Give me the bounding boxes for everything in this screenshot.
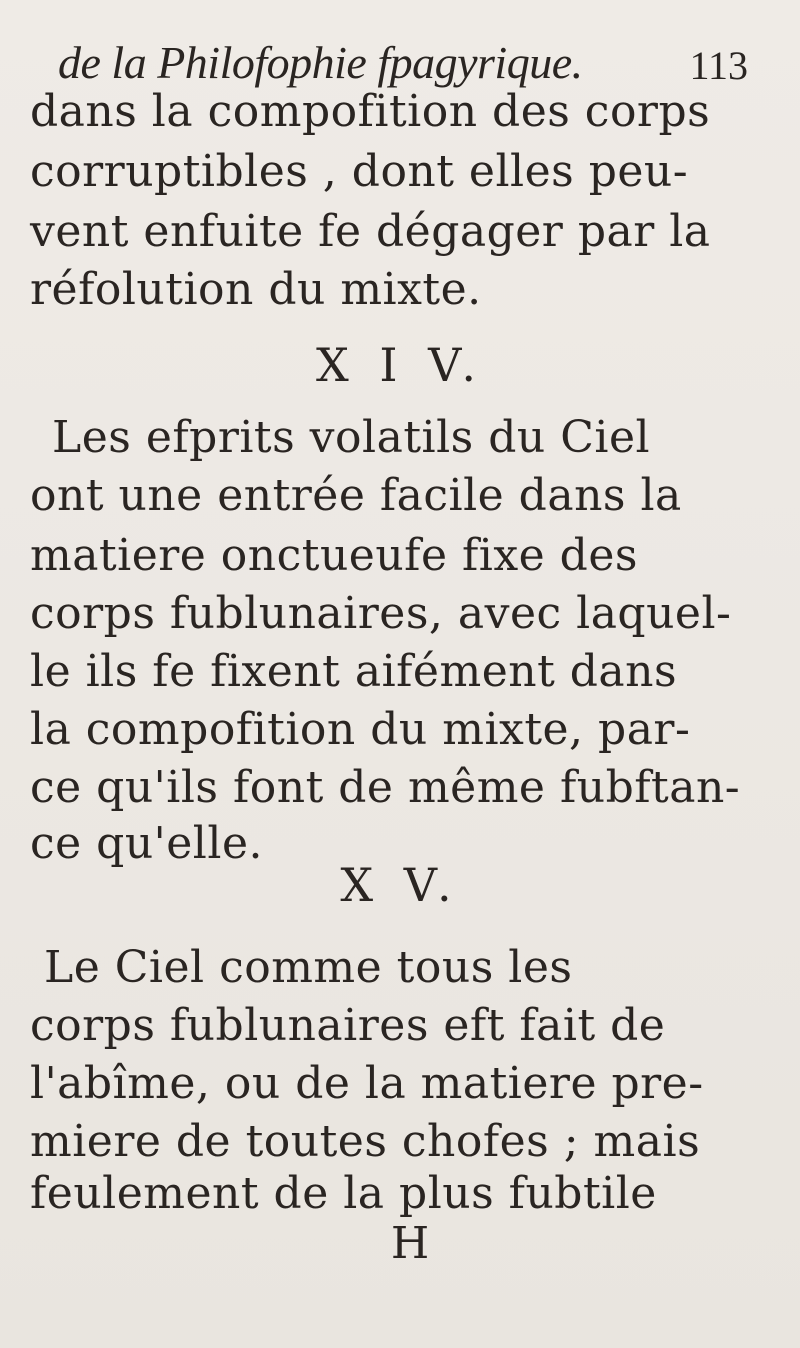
text-line: réfolution du mixte. (30, 264, 482, 315)
signature-mark: H (390, 1218, 430, 1269)
text-line: miere de toutes chofes ; mais (30, 1116, 701, 1167)
text-line: vent enfuite fe dégager par la (30, 206, 711, 257)
section-heading-xv: X V. (340, 858, 460, 912)
text-line: ont une entrée facile dans la (30, 470, 682, 521)
text-line: la compofition du mixte, par- (30, 704, 691, 755)
running-head: de la Philofophie fpagyrique. (58, 37, 583, 88)
text-line: ce qu'elle. (30, 818, 263, 869)
text-line: le ils fe fixent aifément dans (30, 646, 678, 697)
text-line: corps fublunaires, avec laquel- (30, 588, 732, 639)
text-line: corps fublunaires eft fait de (30, 1000, 666, 1051)
text-line: ce qu'ils font de même fubftan- (30, 762, 741, 813)
text-line: feulement de la plus fubtile (30, 1168, 657, 1219)
text-line: corruptibles , dont elles peu- (30, 146, 689, 197)
text-line: matiere onctueufe fixe des (30, 530, 638, 581)
text-line: l'abîme, ou de la matiere pre- (30, 1058, 704, 1109)
text-line: Les efprits volatils du Ciel (52, 412, 651, 463)
page-number: 113 (689, 43, 748, 88)
section-heading-xiv: X I V. (316, 338, 484, 392)
text-line: Le Ciel comme tous les (44, 942, 573, 993)
text-line: dans la compofition des corps (30, 86, 711, 137)
